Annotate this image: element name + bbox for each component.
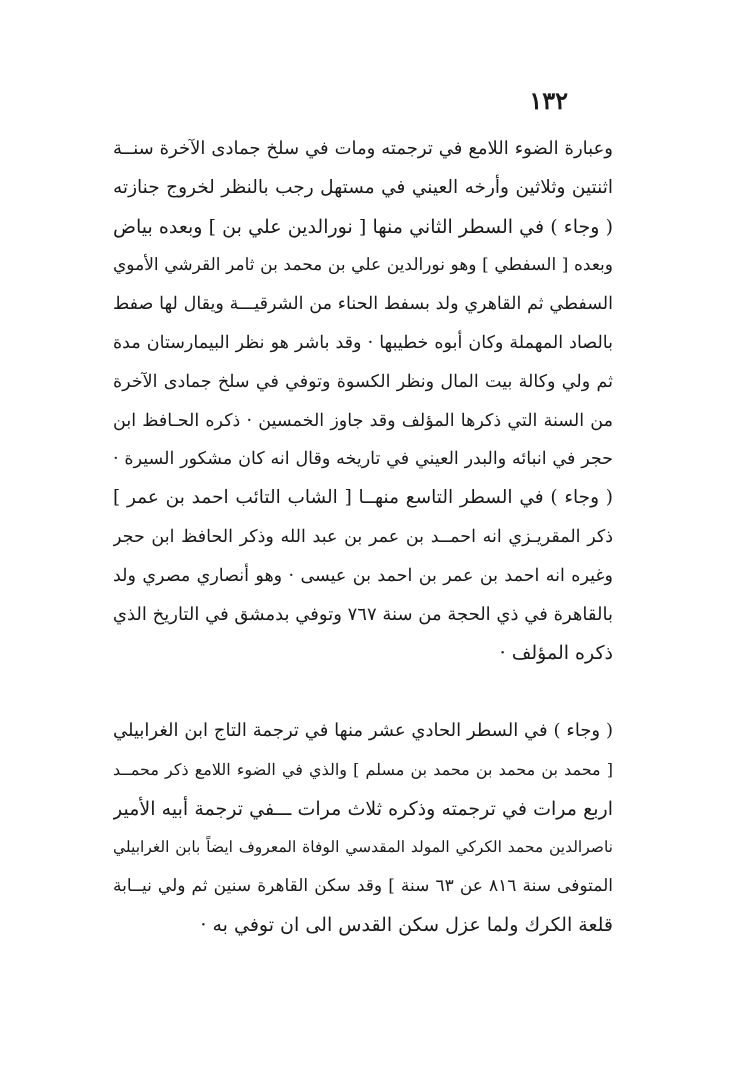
text-line: ثم ولي وكالة بيت المال ونظر الكسوة وتوفي في سلخ جمادى الآخرة bbox=[113, 371, 613, 392]
paragraph-2 bbox=[113, 712, 613, 945]
text-line: وعبارة الضوء اللامع في ترجمته ومات في سلخ جمادى الآخرة سنــة bbox=[113, 138, 613, 159]
text-line: حجر في انبائه والبدر العيني في تاريخه وقال انه كان مشكور السيرة · bbox=[113, 449, 613, 470]
text-line: [ محمد بن محمد بن محمد بن مسلم ] والذي في الضوء اللامع ذكر محمــد bbox=[113, 759, 613, 779]
text-line: ذكره المؤلف · bbox=[499, 642, 613, 665]
text-line: ناصرالدين محمد الكركي المولد المقدسي الوفاة المعروف ايضاً بابن الغرابيلي bbox=[113, 838, 613, 857]
text-line: وبعده [ السفطي ] وهو نورالدين علي بن محمد بن ثامر القرشي الأموي bbox=[113, 255, 613, 276]
text-line: بالقاهرة في ذي الحجة من سنة ٧٦٧ وتوفي بدمشق في التاريخ الذي bbox=[113, 603, 613, 625]
text-line: اربع مرات في ترجمته وذكره ثلاث مرات ـــفي ترجمة أبيه الأمير bbox=[113, 797, 613, 820]
text-line: المتوفى سنة ٨١٦ عن ٦٣ سنة ] وقد سكن القاهرة سنين ثم ولي نيــابة bbox=[113, 876, 613, 897]
text-line: ( وجاء ) في السطر الحادي عشر منها في ترجمة التاج ابن الغرابيلي bbox=[113, 720, 613, 741]
text-line: ( وجاء ) في السطر الثاني منها [ نورالدين علي بن ] وبعده بياض bbox=[113, 215, 613, 238]
text-line: ذكر المقريـزي انه احمــد بن عمر بن عبد الله وذكر الحافظ ابن حجر bbox=[113, 526, 613, 547]
text-line: قلعة الكرك ولما عزل سكن القدس الى ان توفي به · bbox=[200, 913, 613, 936]
text-line: وغيره انه احمد بن عمر بن احمد بن عيسى · وهو أنصاري مصري ولد bbox=[113, 565, 613, 586]
page-number: ١٣٢ bbox=[529, 86, 568, 115]
paragraph-1 bbox=[113, 130, 613, 673]
text-line: من السنة التي ذكرها المؤلف وقد جاوز الخمسين · ذكره الحـافظ ابن bbox=[113, 410, 613, 431]
text-line: السفطي ثم القاهري ولد بسفط الحناء من الشرقيـــة ويقال لها صفط bbox=[113, 294, 613, 315]
text-line: اثنتين وثلاثين وأرخه العيني في مستهل رجب بالنظر لخروج جنازته bbox=[113, 176, 613, 198]
text-line: ( وجاء ) في السطر التاسع منهــا [ الشاب التائب احمد بن عمر ] bbox=[113, 487, 613, 509]
text-line: بالصاد المهملة وكان أبوه خطيبها · وقد باشر هو نظر البيمارستان مدة bbox=[113, 332, 613, 353]
